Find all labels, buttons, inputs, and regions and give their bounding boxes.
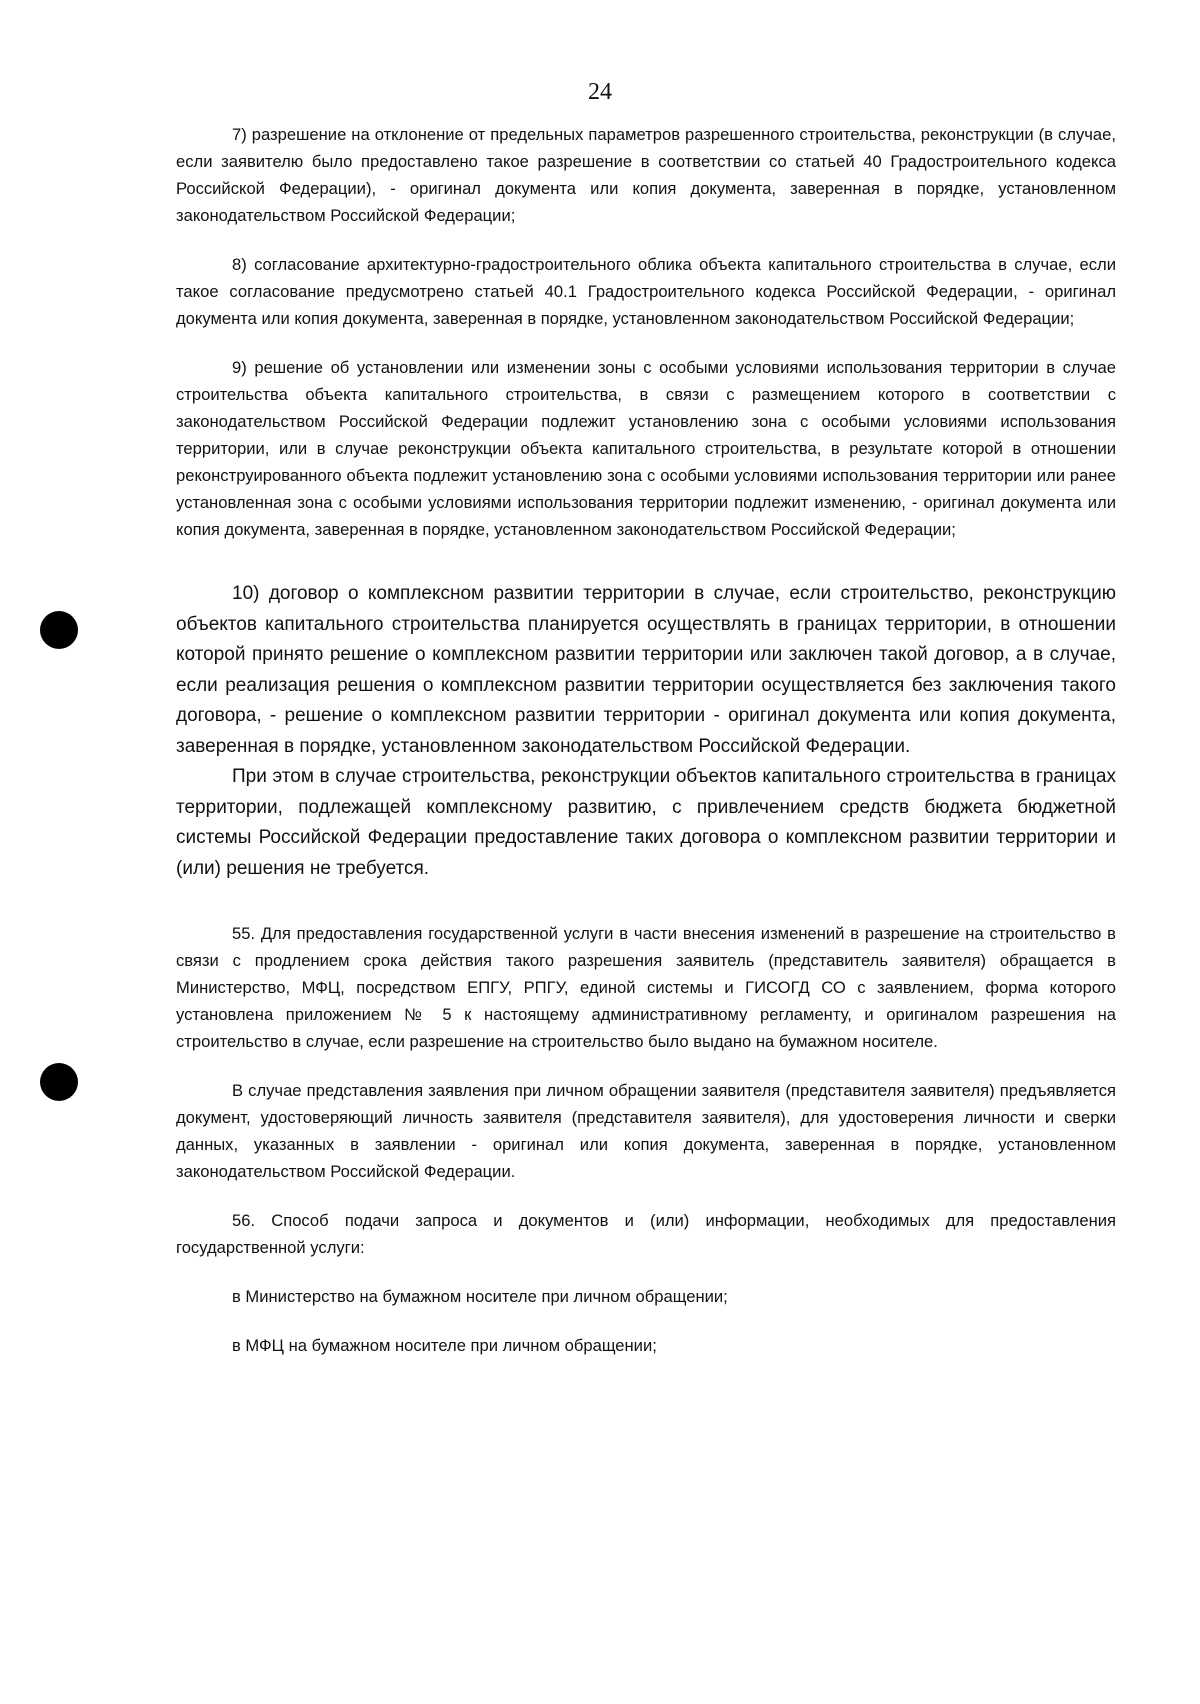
list-item-ministry: в Министерство на бумажном носителе при личном обращении;	[232, 1287, 728, 1306]
paragraph-item-7: 7) разрешение на отклонение от предельных параметров разрешенного строительства, реконструкции (в случае, если заявителю было предоставлено такое разрешение в соответствии со статьей 40 Градостроительного кодекса Российской Федерации), - оригинал документа или копия документа, заверенная в порядке, установленном законодательством Российской Федерации;	[176, 125, 1116, 225]
paragraph-item-8: 8) согласование архитектурно-градостроительного облика объекта капитального строительства в случае, если такое согласование предусмотрено статьей 40.1 Градостроительного кодекса Российской Федерации, - оригинал документа или копия документа, заверенная в порядке, установленном законодательством Российской Федерации;	[176, 255, 1116, 328]
punch-hole-top	[40, 611, 78, 649]
paragraph-note: При этом в случае строительства, реконструкции объектов капитального строительства в границах территории, подлежащей комплексному развитию, с привлечением средств бюджета бюджетной системы Российской Федерации предоставление таких договора о комплексном развитии территории и (или) решения не требуется.	[176, 766, 1116, 879]
paragraph-personal-visit: В случае представления заявления при личном обращении заявителя (представителя заявителя) предъявляется документ, удостоверяющий личность заявителя (представителя заявителя), для удостоверения личности и сверки данных, указанных в заявлении - оригинал или копия документа, заверенная в порядке, установленном законодательством Российской Федерации.	[176, 1081, 1116, 1181]
punch-hole-bottom	[40, 1063, 78, 1101]
paragraph-item-10: 10) договор о комплексном развитии территории в случае, если строительство, реконструкцию объектов капитального строительства планируется осуществлять в границах территории, в отношении которой принято решение о комплексном развитии территории или заключен такой договор, а в случае, если реализация решения о комплексном развитии территории осуществляется без заключения такого договора, - решение о комплексном развитии территории - оригинал документа или копия документа, заверенная в порядке, установленном законодательством Российской Федерации.	[176, 583, 1116, 757]
page-number: 24	[588, 79, 612, 105]
paragraph-item-9: 9) решение об установлении или изменении зоны с особыми условиями использования территории в случае строительства объекта капитального строительства, в связи с размещением которого в соответствии с законодательством Российской Федерации подлежит установлению зона с особыми условиями использования территории, или в случае реконструкции объекта капитального строительства, в результате которой в отношении реконструированного объекта подлежит установлению зона с особыми условиями использования территории или ранее установленная зона с особыми условиями использования территории подлежит изменению, - оригинал документа или копия документа, заверенная в порядке, установленном законодательством Российской Федерации;	[176, 358, 1116, 539]
list-item-mfc: в МФЦ на бумажном носителе при личном обращении;	[232, 1336, 657, 1355]
document-body	[176, 121, 1116, 1359]
paragraph-56: 56. Способ подачи запроса и документов и (или) информации, необходимых для предоставления государственной услуги:	[176, 1211, 1116, 1257]
paragraph-55: 55. Для предоставления государственной услуги в части внесения изменений в разрешение на строительство в связи с продлением срока действия такого разрешения заявитель (представитель заявителя) обращается в Министерство, МФЦ, посредством ЕПГУ, РПГУ, единой системы и ГИСОГД СО с заявлением, форма которого установлена приложением № 5 к настоящему административному регламенту, и оригиналом разрешения на строительство в случае, если разрешение на строительство было выдано на бумажном носителе.	[176, 924, 1116, 1051]
